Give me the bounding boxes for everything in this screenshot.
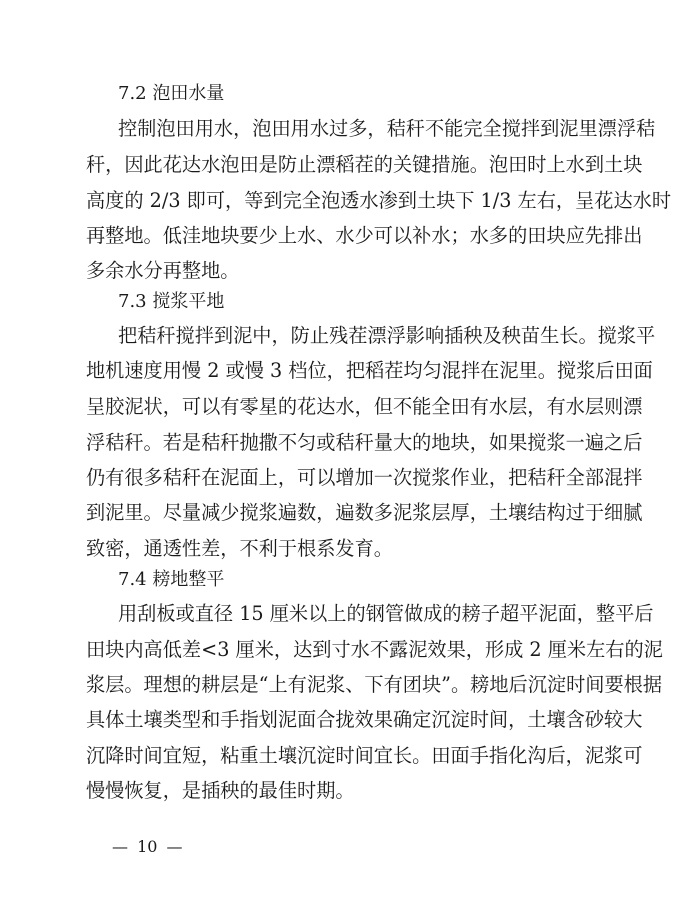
paragraph-line: 仍有很多秸秆在泥面上，可以增加一次搅浆作业，把秸秆全部混拌 — [86, 466, 643, 489]
paragraph-line: 具体土壤类型和手指划泥面合拢效果确定沉淀时间，土壤含砂较大 — [86, 708, 643, 731]
paragraph-line: 慢慢恢复，是插秧的最佳时期。 — [86, 779, 355, 802]
paragraph-line: 多余水分再整地。 — [86, 259, 240, 282]
paragraph-line: 浮秸秆。若是秸秆抛撒不匀或秸秆量大的地块，如果搅浆一遍之后 — [86, 431, 643, 454]
paragraph-line: 致密，通透性差，不利于根系发育。 — [86, 537, 393, 560]
paragraph-line: 浆层。理想的耕层是“上有泥浆、下有团块”。耪地后沉淀时间要根据 — [86, 673, 663, 696]
page-number: — 10 — — [112, 837, 183, 856]
paragraph-line: 高度的 2/3 即可，等到完全泡透水渗到土块下 1/3 左右，呈花达水时 — [86, 189, 672, 212]
paragraph-line: 秆，因此花达水泡田是防止漂稻茬的关键措施。泡田时上水到土块 — [86, 153, 643, 176]
paragraph-line: 控制泡田用水，泡田用水过多，秸秆不能完全搅拌到泥里漂浮秸 — [118, 117, 656, 140]
paragraph-line: 到泥里。尽量减少搅浆遍数，遍数多泥浆层厚，土壤结构过于细腻 — [86, 501, 643, 524]
section-heading-7-2: 7.2 泡田水量 — [118, 83, 225, 104]
section-heading-7-4: 7.4 耪地整平 — [118, 569, 225, 590]
paragraph-line: 沉降时间宜短，粘重土壤沉淀时间宜长。田面手指化沟后，泥浆可 — [86, 744, 643, 767]
paragraph-line: 再整地。低洼地块要少上水、水少可以补水；水多的田块应先排出 — [86, 224, 643, 247]
section-heading-7-3: 7.3 搅浆平地 — [118, 291, 225, 312]
paragraph-line: 田块内高低差<3 厘米，达到寸水不露泥效果，形成 2 厘米左右的泥 — [86, 638, 663, 661]
paragraph-line: 用刮板或直径 15 厘米以上的钢管做成的耪子超平泥面，整平后 — [118, 602, 654, 625]
paragraph-line: 呈胶泥状，可以有零星的花达水，但不能全田有水层，有水层则漂 — [86, 395, 643, 418]
paragraph-line: 把秸秆搅拌到泥中，防止残茬漂浮影响插秧及秧苗生长。搅浆平 — [118, 324, 656, 347]
paragraph-line: 地机速度用慢 2 或慢 3 档位，把稻茬均匀混拌在泥里。搅浆后田面 — [86, 359, 653, 382]
